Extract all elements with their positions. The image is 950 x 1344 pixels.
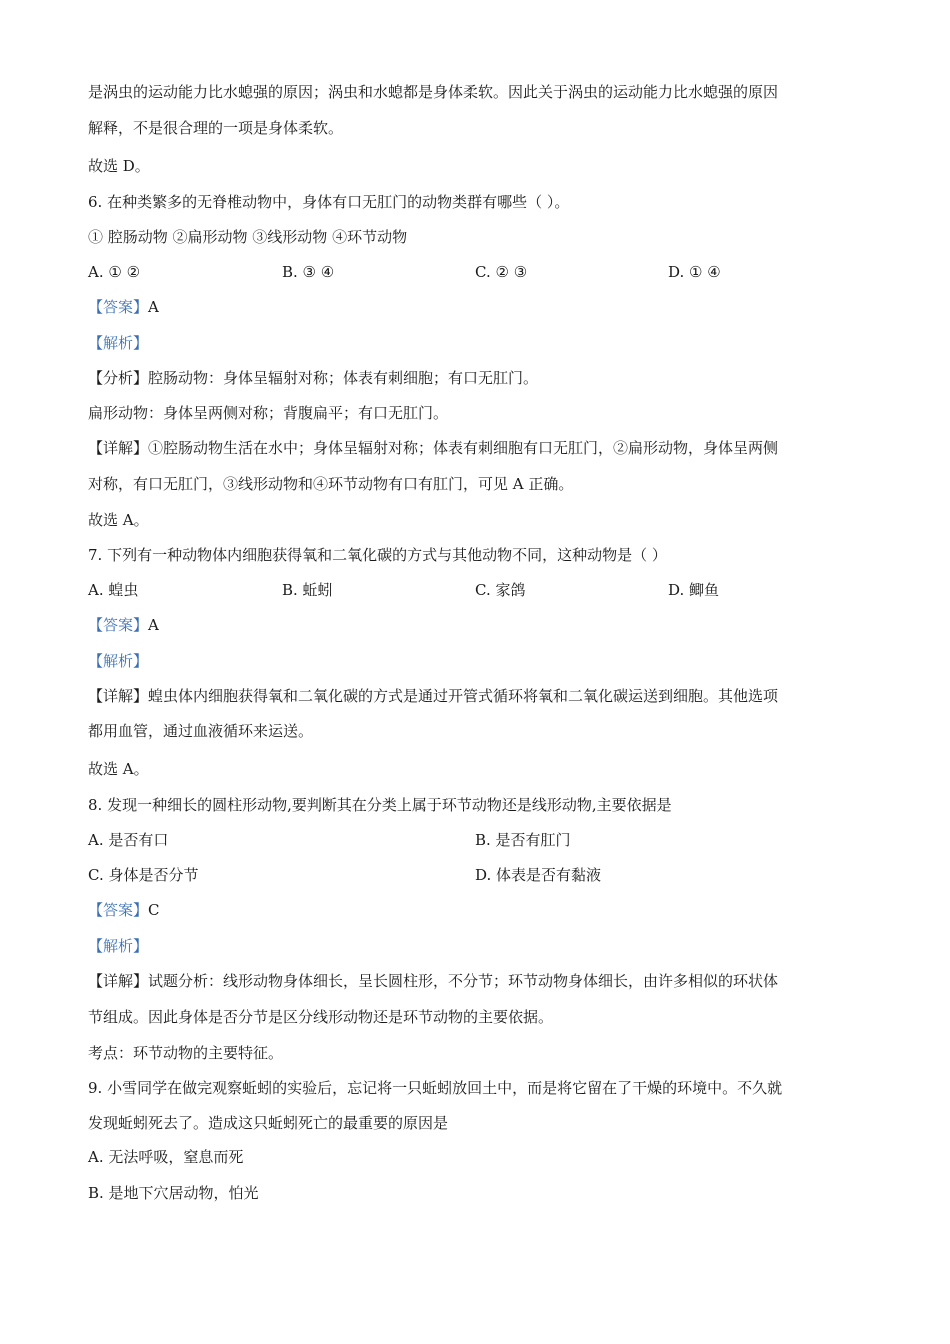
q7-option-c: C. 家鸽 [475, 581, 526, 599]
q8-answer [88, 900, 160, 920]
q6-option-b: B. ③ ④ [282, 263, 335, 281]
detail-text: ①腔肠动物生活在水中；身体呈辐射对称；体表有刺细胞有口无肛门，②扁形动物，身体呈两侧 [148, 439, 779, 457]
answer-tag: 【答案】 [88, 616, 149, 634]
q6-option-d: D. ① ④ [668, 263, 721, 281]
q8-point: 考点：环节动物的主要特征。 [88, 1044, 284, 1062]
q8-detail-2: 节组成。因此身体是否分节是区分线形动物还是环节动物的主要依据。 [88, 1008, 554, 1026]
q6-stem: 6. 在种类繁多的无脊椎动物中，身体有口无肛门的动物类群有哪些（ ）。 [88, 193, 570, 211]
q8-detail-1 [88, 971, 778, 991]
q6-fenxi [88, 368, 538, 388]
q6-option-c: C. ② ③ [475, 263, 528, 281]
q7-detail-2: 都用血管，通过血液循环来运送。 [88, 722, 314, 740]
q7-answer [88, 615, 159, 635]
q6-detail-1 [88, 438, 778, 458]
answer-value: A [148, 616, 159, 634]
detail-text: 蝗虫体内细胞获得氧和二氧化碳的方式是通过开管式循环将氧和二氧化碳运送到细胞。其他选项 [148, 687, 779, 705]
q8-option-c: C. 身体是否分节 [88, 866, 199, 884]
q7-option-b: B. 蚯蚓 [282, 581, 333, 599]
q7-stem: 7. 下列有一种动物体内细胞获得氧和二氧化碳的方式与其他动物不同，这种动物是（ ） [88, 546, 667, 564]
analysis-tag: 【解析】 [88, 937, 149, 955]
fenxi-tag: 【分析】 [88, 369, 149, 387]
q8-stem: 8. 发现一种细长的圆柱形动物,要判断其在分类上属于环节动物还是线形动物,主要依据是 [88, 796, 672, 814]
detail-text: 试题分析：线形动物身体细长，呈长圆柱形，不分节；环节动物身体细长，由许多相似的环状体 [148, 972, 779, 990]
q6-option-a: A. ① ② [88, 263, 141, 281]
answer-tag: 【答案】 [88, 298, 149, 316]
intro-line-1: 是涡虫的运动能力比水螅强的原因；涡虫和水螅都是身体柔软。因此关于涡虫的运动能力比水螅强的原因 [88, 83, 779, 101]
q9-option-b: B. 是地下穴居动物，怕光 [88, 1184, 259, 1202]
q7-option-d: D. 鲫鱼 [668, 581, 720, 599]
q6-items: ① 腔肠动物 ②扁形动物 ③线形动物 ④环节动物 [88, 228, 408, 246]
q7-analysis [88, 651, 148, 671]
intro-line-2: 解释，不是很合理的一项是身体柔软。 [88, 119, 344, 137]
q8-option-d: D. 体表是否有黏液 [475, 866, 602, 884]
q9-option-a: A. 无法呼吸，窒息而死 [88, 1148, 244, 1166]
fenxi-text: 腔肠动物：身体呈辐射对称；体表有刺细胞；有口无肛门。 [148, 369, 539, 387]
answer-value: A [148, 298, 159, 316]
analysis-tag: 【解析】 [88, 652, 149, 670]
q6-fenxi-2: 扁形动物：身体呈两侧对称；背腹扁平；有口无肛门。 [88, 404, 449, 422]
q8-option-b: B. 是否有肛门 [475, 831, 571, 849]
q8-option-a: A. 是否有口 [88, 831, 169, 849]
q6-detail-2: 对称，有口无肛门，③线形动物和④环节动物有口有肛门，可见 A 正确。 [88, 475, 574, 493]
q6-analysis [88, 333, 148, 353]
q7-detail-1 [88, 686, 778, 706]
answer-value: C [148, 901, 160, 919]
analysis-tag: 【解析】 [88, 334, 149, 352]
q8-analysis [88, 936, 148, 956]
detail-tag: 【详解】 [88, 972, 149, 990]
intro-choose: 故选 D。 [88, 157, 150, 175]
detail-tag: 【详解】 [88, 687, 149, 705]
q7-option-a: A. 蝗虫 [88, 581, 139, 599]
q6-choose: 故选 A。 [88, 511, 149, 529]
q9-stem-2: 发现蚯蚓死去了。造成这只蚯蚓死亡的最重要的原因是 [88, 1114, 449, 1132]
q9-stem-1: 9. 小雪同学在做完观察蚯蚓的实验后，忘记将一只蚯蚓放回土中，而是将它留在了干燥的环境中。不久就 [88, 1079, 783, 1097]
detail-tag: 【详解】 [88, 439, 149, 457]
answer-tag: 【答案】 [88, 901, 149, 919]
q6-answer [88, 297, 159, 317]
q7-choose: 故选 A。 [88, 760, 149, 778]
